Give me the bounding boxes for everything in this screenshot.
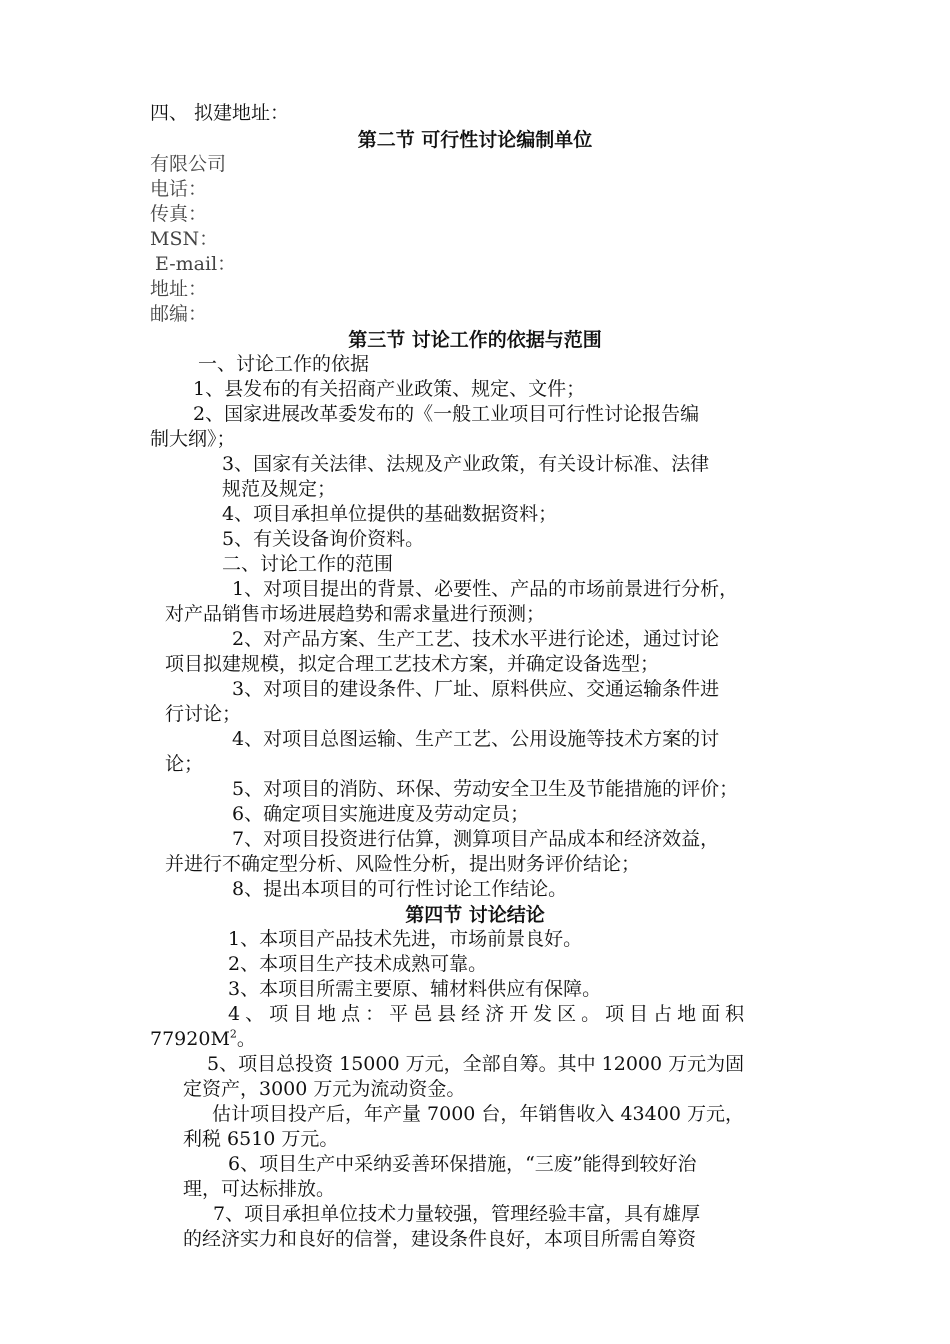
basis-item-2-cont: 制大纲》； — [150, 428, 236, 450]
conclusion-item-7: 7、项目承担单位技术力量较强，管理经验丰富，具有雄厚 — [213, 1203, 701, 1225]
land-area-value: 77920M — [150, 1028, 230, 1050]
scope-item-7-cont: 并进行不确定型分析、风险性分析，提出财务评价结论； — [165, 853, 641, 875]
conclusion-item-4: 4、项目地点：平邑县经济开发区。项目占地面积 — [228, 1003, 750, 1025]
conclusion-item-7-cont: 的经济实力和良好的信誉，建设条件良好，本项目所需自筹资 — [183, 1228, 697, 1250]
basis-item-3-cont: 规范及规定； — [222, 478, 337, 500]
conclusion-item-5: 5、项目总投资 15000 万元，全部自筹。其中 12000 万元为固 — [207, 1053, 745, 1075]
conclusion-estimate-cont: 利税 6510 万元。 — [183, 1128, 339, 1150]
basis-item-4: 4、项目承担单位提供的基础数据资料； — [222, 503, 558, 525]
company-postcode: 邮编： — [150, 303, 208, 325]
conclusion-item-6-cont: 理，可达标排放。 — [183, 1178, 336, 1200]
scope-item-8: 8、提出本项目的可行性讨论工作结论。 — [232, 878, 568, 900]
company-phone: 电话： — [150, 178, 208, 200]
scope-item-1: 1、对项目提出的背景、必要性、产品的市场前景进行分析， — [232, 578, 739, 600]
company-email: E-mail： — [155, 253, 237, 275]
basis-item-5: 5、有关设备询价资料。 — [222, 528, 425, 550]
basis-item-2: 2、国家进展改革委发布的《一般工业项目可行性讨论报告编 — [193, 403, 700, 425]
section-item-address: 四、 拟建地址： — [150, 102, 290, 124]
company-name: 有限公司 — [150, 153, 227, 175]
scope-item-2-cont: 项目拟建规模，拟定合理工艺技术方案，并确定设备选型； — [165, 653, 660, 675]
section-heading-4: 第四节 讨论结论 — [405, 904, 545, 926]
conclusion-item-5-cont: 定资产，3000 万元为流动资金。 — [183, 1078, 466, 1100]
scope-item-3-cont: 行讨论； — [165, 703, 242, 725]
conclusion-item-2: 2、本项目生产技术成熟可靠。 — [228, 953, 488, 975]
scope-item-1-cont: 对产品销售市场进展趋势和需求量进行预测； — [165, 603, 546, 625]
company-fax: 传真： — [150, 203, 208, 225]
basis-item-3: 3、国家有关法律、法规及产业政策，有关设计标准、法律 — [222, 453, 710, 475]
conclusion-item-1: 1、本项目产品技术先进，市场前景良好。 — [228, 928, 583, 950]
scope-item-4-cont: 论； — [165, 753, 204, 775]
conclusion-item-3: 3、本项目所需主要原、辅材料供应有保障。 — [228, 978, 602, 1000]
scope-item-6: 6、确定项目实施进度及劳动定员； — [232, 803, 530, 825]
scope-heading: 二、讨论工作的范围 — [222, 553, 394, 575]
conclusion-estimate: 估计项目投产后，年产量 7000 台，年销售收入 43400 万元， — [212, 1103, 744, 1125]
scope-item-7: 7、对项目投资进行估算，测算项目产品成本和经济效益， — [232, 828, 720, 850]
company-address: 地址： — [150, 278, 208, 300]
section-heading-3: 第三节 讨论工作的依据与范围 — [348, 329, 602, 351]
scope-item-2: 2、对产品方案、生产工艺、技术水平进行论述，通过讨论 — [232, 628, 720, 650]
basis-item-1: 1、县发布的有关招商产业政策、规定、文件； — [193, 378, 586, 400]
land-area-end: 。 — [236, 1028, 256, 1050]
conclusion-item-6: 6、项目生产中采纳妥善环保措施，“三废”能得到较好治 — [228, 1153, 697, 1175]
land-area-exponent: 2 — [229, 1027, 237, 1041]
scope-item-3: 3、对项目的建设条件、厂址、原料供应、交通运输条件进 — [232, 678, 720, 700]
scope-item-5: 5、对项目的消防、环保、劳动安全卫生及节能措施的评价； — [232, 778, 739, 800]
section-heading-2: 第二节 可行性讨论编制单位 — [357, 129, 593, 151]
company-msn: MSN： — [150, 228, 219, 250]
scope-item-4: 4、对项目总图运输、生产工艺、公用设施等技术方案的讨 — [232, 728, 720, 750]
basis-heading: 一、讨论工作的依据 — [198, 353, 370, 375]
conclusion-item-4-cont — [150, 1027, 256, 1052]
